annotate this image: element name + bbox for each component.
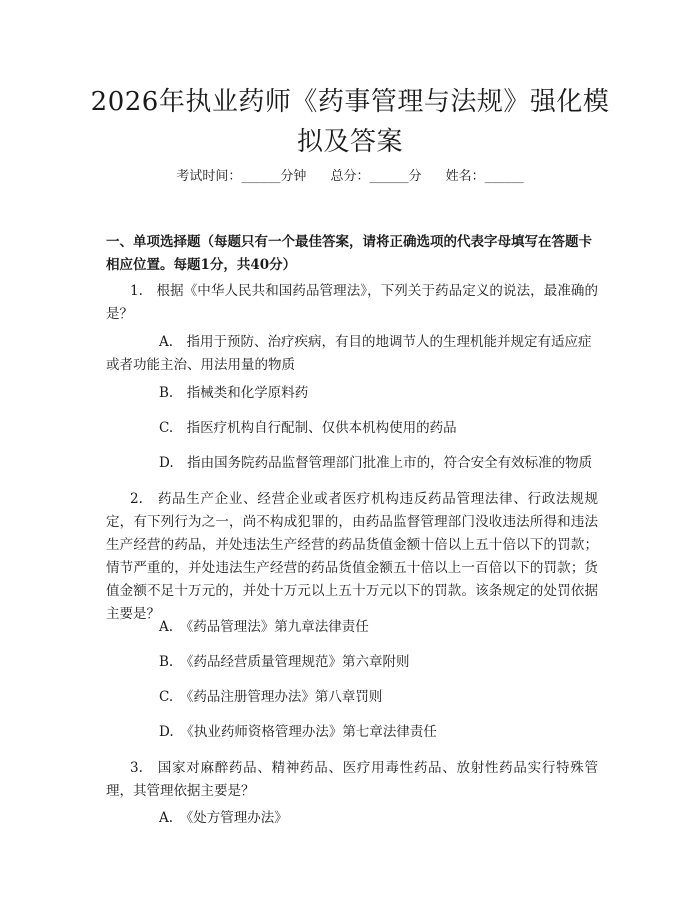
question-option: B. 《药品经营质量管理规范》第六章附则 (159, 654, 410, 670)
question-option: B. 指械类和化学原料药 (159, 385, 309, 401)
document-title: 2026年执业药师《药事管理与法规》强化模拟及答案 (90, 87, 610, 157)
exam-name: 姓名：______ (445, 169, 524, 184)
exam-meta (0, 167, 700, 187)
question-option: C. 指医疗机构自行配制、仅供本机构使用的药品 (159, 420, 457, 436)
question-option: D. 指由国务院药品监督管理部门批准上市的，符合安全有效标准的物质 (159, 455, 593, 471)
question-stem: 1. 根据《中华人民共和国药品管理法》，下列关于药品定义的说法，最准确的是？ (106, 283, 598, 322)
question-stem: 2. 药品生产企业、经营企业或者医疗机构违反药品管理法律、行政法规规定，有下列行为之一，尚不构成犯罪的，由药品监督管理部门没收违法所得和违法生产经营的药品，并处违法生产经营的药品货值金额十倍以上五十倍以下的罚款；情节严重的，并处违法生产经营的药品货值金额五十倍以上一百倍以下的罚款；货值金额不足十万元的，并处十万元以上五十万元以下的罚款。该条规定的处罚依据主要是？ (106, 491, 598, 622)
question-option: C. 《药品注册管理办法》第八章罚则 (159, 689, 383, 705)
exam-score: 总分：______分 (330, 169, 422, 184)
question-stem: 3. 国家对麻醉药品、精神药品、医疗用毒性药品、放射性药品实行特殊管理，其管理依据主要是？ (106, 760, 598, 799)
section-heading: 一、单项选择题（每题只有一个最佳答案，请将正确选项的代表字母填写在答题卡相应位置。每题1分，共40分） (106, 234, 592, 273)
question-option: A. 指用于预防、治疗疾病，有目的地调节人的生理机能并规定有适应症或者功能主治、用法用量的物质 (106, 334, 592, 373)
question-option: D. 《执业药师资格管理办法》第七章法律责任 (159, 724, 437, 740)
exam-time: 考试时间：______分钟 (176, 169, 307, 184)
question-option: A. 《处方管理办法》 (159, 810, 288, 826)
question-option: A. 《药品管理法》第九章法律责任 (159, 619, 369, 635)
